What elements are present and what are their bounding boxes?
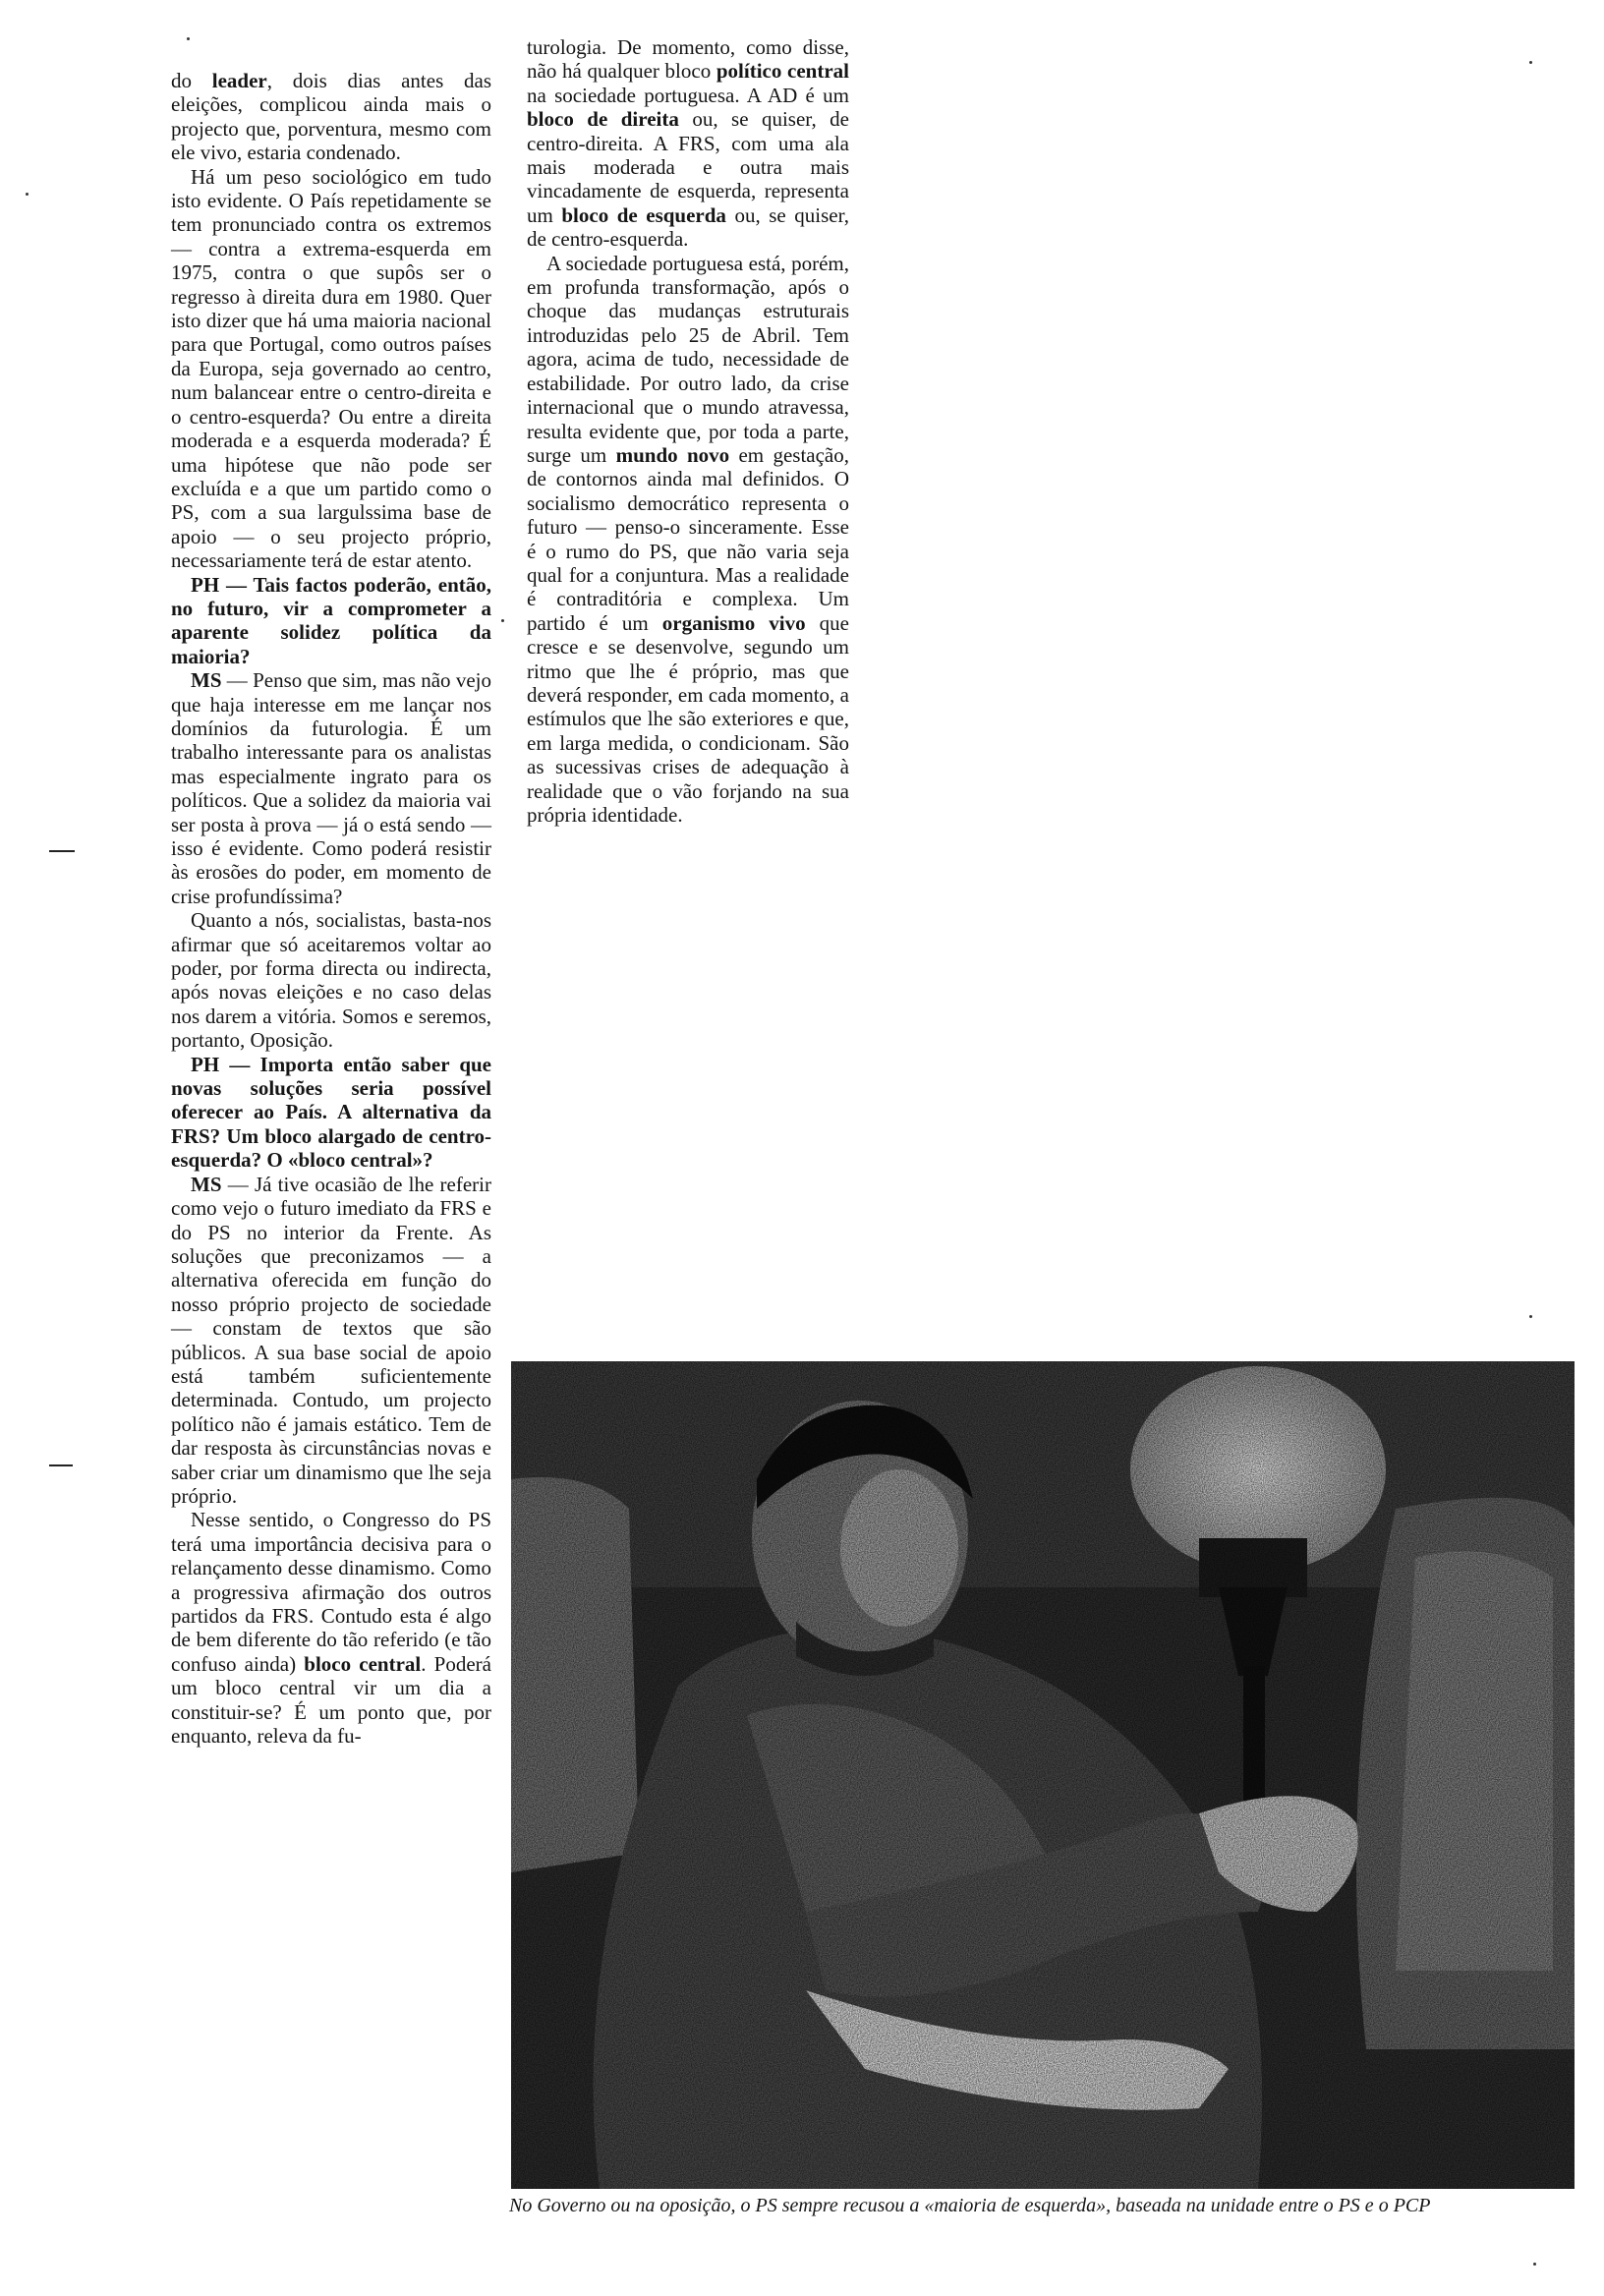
scan-speck	[187, 37, 190, 40]
bold-text: bloco de direita	[527, 107, 679, 132]
text-run: turologia. De momento, como disse, não há qualquer bloco	[527, 35, 849, 84]
text-run: do	[171, 69, 212, 92]
bold-text: bloco de esquerda	[561, 202, 726, 227]
bold-text: bloco central	[304, 1651, 422, 1676]
article-paragraph	[171, 69, 491, 165]
text-run: Nesse sentido, o Congresso do PS terá uma importância decisiva para o relançamento desse dinamismo. Como a progressiva afirmação dos outros partidos da FRS. Contudo esta é algo de bem diferente do tão referido (e tão confuso ainda)	[171, 1508, 491, 1676]
bold-text: PH — Importa então saber que novas soluções seria possível oferecer ao País. A alternativa da FRS? Um bloco alargado de centro-esquerda? O «bloco central»?	[171, 1052, 491, 1173]
article-paragraph	[171, 668, 491, 908]
scan-speck	[26, 193, 29, 196]
article-paragraph	[171, 1173, 491, 1509]
text-run: A sociedade portuguesa está, porém, em profunda transformação, após o choque das mudanças estruturais introduzidas pelo 25 de Abril. Tem agora, acima de tudo, necessidade de estabilidade. Por outro lado, da crise internacional que o mundo atravessa, resulta evidente que, por toda a parte, surge um	[527, 251, 849, 467]
text-run: na sociedade portuguesa. A AD é um	[527, 83, 849, 107]
article-column-right	[527, 35, 849, 827]
text-run: , dois dias antes das eleições, complicou ainda mais o projecto que, porventura, mesmo com ele vivo, estaria condenado.	[171, 69, 492, 165]
article-paragraph	[171, 908, 491, 1052]
scan-speck	[1529, 1315, 1532, 1318]
scan-speck	[1529, 61, 1532, 64]
article-paragraph	[527, 252, 849, 828]
article-paragraph	[527, 35, 849, 252]
bold-text: político central	[716, 59, 849, 84]
text-run: — Já tive ocasião de lhe referir como vejo o futuro imediato da FRS e do PS no interior da Frente. As soluções que preconizamos — a alternativa oferecida em função do nosso próprio projecto de sociedade — constam de textos que são públicos. A sua base social de apoio está também suficientemente determinada. Contudo, um projecto político não é jamais estático. Tem de dar resposta às circunstâncias novas e saber criar um dinamismo que lhe seja próprio.	[171, 1172, 491, 1508]
scan-mark	[49, 1464, 73, 1466]
text-run: Há um peso sociológico em tudo isto evidente. O País repetidamente se tem pronunciado contra os extremos — contra a extrema-esquerda em 1975, contra o que supôs ser o regresso à direita dura em 1980. Quer isto dizer que há uma maioria nacional para que Portugal, como outros países da Europa, seja governado ao centro, num balancear entre o centro-direita e o centro-esquerda? Ou entre a direita moderada e a esquerda moderada? É uma hipótese que não pode ser excluída e a que um partido como o PS, com a sua largulssima base de apoio — o seu projecto próprio, necessariamente terá de estar atento.	[171, 164, 491, 573]
article-paragraph	[171, 573, 491, 669]
article-paragraph	[171, 1508, 491, 1748]
text-run: — Penso que sim, mas não vejo que haja interesse em me lançar nos domínios da futurologia. É um trabalho interessante para os analistas mas especialmente ingrato para os políticos. Que a solidez da maioria vai ser posta à prova — já o está sendo — isso é evidente. Como poderá resistir às erosões do poder, em momento de crise profundíssima?	[171, 668, 491, 908]
article-paragraph	[171, 1053, 491, 1173]
bold-text: PH — Tais factos poderão, então, no futuro, vir a comprometer a aparente solidez política da maioria?	[171, 572, 491, 668]
bold-text: mundo novo	[615, 442, 730, 467]
article-column-left	[171, 69, 491, 1748]
photo-caption: No Governo ou na oposição, o PS sempre recusou a «maioria de esquerda», baseada na unidade entre o PS e o PCP	[509, 2195, 1431, 2216]
scan-speck	[501, 619, 504, 622]
text-run: em gestação, de contornos ainda mal definidos. O socialismo democrático representa o futuro — penso-o sinceramente. Esse é o rumo do PS, que não varia seja qual for a conjuntura. Mas a realidade é contraditória e complexa. Um partido é um	[527, 442, 849, 635]
article-photo	[511, 1361, 1575, 2189]
text-run: . Poderá um bloco central vir um dia a constituir-se? É um ponto que, por enquanto, releva da fu-	[171, 1651, 491, 1749]
text-run: ou, se quiser, de centro-esquerda.	[527, 202, 849, 252]
scan-speck	[1533, 2263, 1536, 2266]
bold-text: organismo vivo	[661, 610, 806, 635]
bold-text: leader	[211, 69, 267, 92]
scan-mark	[49, 850, 75, 852]
bold-text: MS	[191, 668, 222, 693]
text-run: ou, se quiser, de centro-direita. A FRS, com uma ala mais moderada e outra mais vincadamente de esquerda, representa um	[527, 107, 849, 227]
bold-text: MS	[191, 1172, 222, 1196]
text-run: que cresce e se desenvolve, segundo um ritmo que lhe é próprio, mas que deverá responder, em cada momento, a estímulos que lhe são exteriores e que, em larga medida, o condicionam. São as sucessivas crises de adequação à realidade que o vão forjando na sua própria identidade.	[527, 610, 849, 827]
article-paragraph	[171, 165, 491, 573]
text-run: Quanto a nós, socialistas, basta-nos afirmar que só aceitaremos voltar ao poder, por forma directa ou indirecta, após novas eleições e no caso delas nos darem a vitória. Somos e seremos, portanto, Oposição.	[171, 908, 491, 1053]
